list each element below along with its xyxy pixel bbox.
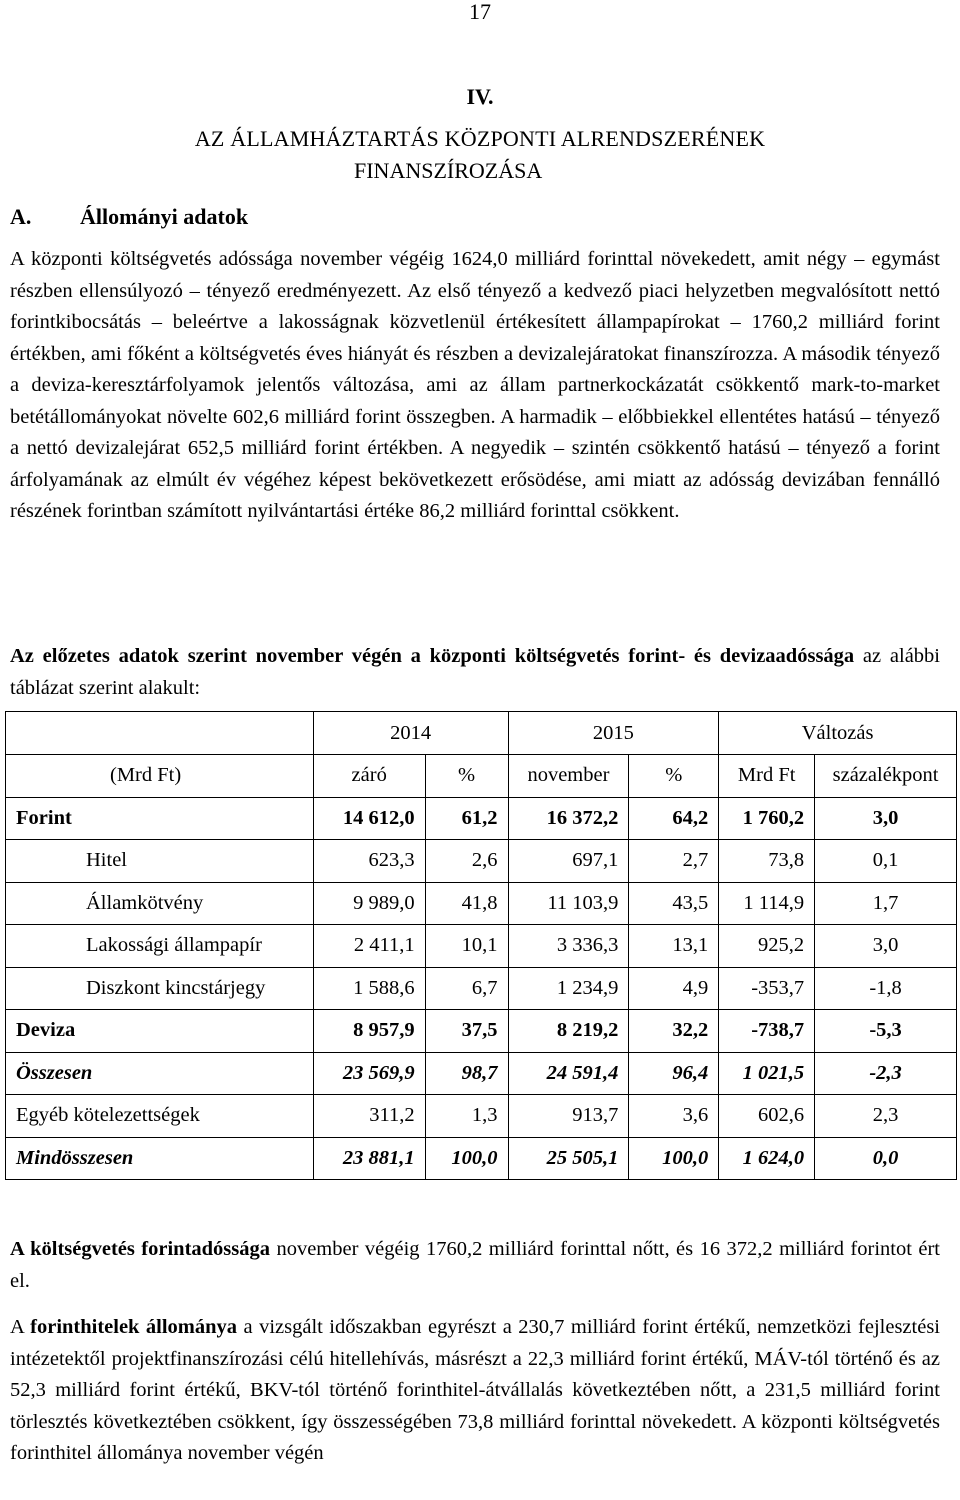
col-header-mrd-ft: Mrd Ft — [719, 755, 815, 798]
cell-value: 697,1 — [508, 840, 629, 883]
cell-value: 1 588,6 — [313, 967, 425, 1010]
table-row — [6, 1052, 957, 1095]
section-letter: A. — [10, 204, 32, 229]
cell-value: 2,6 — [425, 840, 508, 883]
table-body — [6, 797, 957, 1180]
cell-value: 25 505,1 — [508, 1137, 629, 1180]
paragraph-1: A központi költségvetés adóssága november végéig 1624,0 milliárd forinttal növekedett, amit négy – egymást részben ellensúlyozó – tényező eredményezett. Az első tényező a kedvező piaci helyzetben megvalósított nettó forintkibocsátás – beleértve a lakosságnak közvetlenül értékesített állampapírokat – 1760,2 milliárd forint értékben, ami főként a költségvetés éves hiányát és részben a devizalejáratokat finanszírozza. A második tényező a deviza-keresztárfolyamok jelentős változása, ami az állam partnerkockázatát csökkentő mark-to-market betétállományokat növelte 602,6 milliárd forint összegben. A harmadik – előbbiekkel ellentétes hatású – tényező a nettó devizalejárat 652,5 milliárd forint értékben. A negyedik – szintén csökkentő hatású – tényező a forint árfolyamának az elmúlt év végéhez képest bekövetkezett erősödése, ami miatt az adósság devizában fennálló részének forintban számított nyilvántartási értéke 86,2 milliárd forinttal csökkent. — [10, 248, 940, 522]
cell-value: -5,3 — [815, 1010, 957, 1053]
col-header-pct-2015: % — [629, 755, 719, 798]
cell-value: 41,8 — [425, 882, 508, 925]
cell-value: 3,0 — [815, 797, 957, 840]
debt-table — [5, 711, 957, 1180]
table-row — [6, 882, 957, 925]
chapter-title-line2: FINANSZÍROZÁSA — [354, 158, 543, 183]
cell-value: 2,7 — [629, 840, 719, 883]
cell-value: 16 372,2 — [508, 797, 629, 840]
cell-value: 3,6 — [629, 1095, 719, 1138]
cell-value: -738,7 — [719, 1010, 815, 1053]
col-header-november: november — [508, 755, 629, 798]
row-label: Forint — [6, 797, 314, 840]
cell-value: 602,6 — [719, 1095, 815, 1138]
cell-value: 4,9 — [629, 967, 719, 1010]
section-title: Állományi adatok — [80, 204, 249, 229]
cell-value: 61,2 — [425, 797, 508, 840]
paragraph-2-rest: az alábbi táblázat szerint alakult: — [10, 645, 940, 699]
paragraph-2 — [10, 641, 940, 704]
row-label: Összesen — [6, 1052, 314, 1095]
cell-value: -1,8 — [815, 967, 957, 1010]
cell-value: 64,2 — [629, 797, 719, 840]
year-2014-header: 2014 — [313, 712, 508, 755]
change-header: Változás — [719, 712, 957, 755]
table-column-header-row — [6, 755, 957, 798]
cell-value: 3,0 — [815, 925, 957, 968]
cell-value: 10,1 — [425, 925, 508, 968]
cell-value: 96,4 — [629, 1052, 719, 1095]
paragraph-4 — [10, 1312, 940, 1470]
row-label: Államkötvény — [6, 882, 314, 925]
table-row — [6, 797, 957, 840]
row-label: Lakossági állampapír — [6, 925, 314, 968]
row-label: Deviza — [6, 1010, 314, 1053]
cell-value: 0,0 — [815, 1137, 957, 1180]
col-header-pct-2014: % — [425, 755, 508, 798]
cell-value: 6,7 — [425, 967, 508, 1010]
table-row — [6, 1010, 957, 1053]
paragraph-3-rest: november végéig 1760,2 milliárd forinttal nőtt, és 16 372,2 milliárd forintot ért el. — [10, 1238, 940, 1292]
cell-value: 1 760,2 — [719, 797, 815, 840]
col-header-zaro: záró — [313, 755, 425, 798]
row-label: Mindösszesen — [6, 1137, 314, 1180]
row-label: Diszkont kincstárjegy — [6, 967, 314, 1010]
unit-label: (Mrd Ft) — [6, 755, 314, 798]
row-label: Hitel — [6, 840, 314, 883]
paragraph-2-bold: Az előzetes adatok szerint november végén a központi költségvetés forint- és devizaadóssága — [10, 645, 855, 667]
year-2015-header: 2015 — [508, 712, 719, 755]
cell-value: 73,8 — [719, 840, 815, 883]
paragraph-3 — [10, 1234, 940, 1297]
cell-value: 1 021,5 — [719, 1052, 815, 1095]
cell-value: 925,2 — [719, 925, 815, 968]
chapter-number-text: IV. — [466, 84, 494, 109]
cell-value: 8 957,9 — [313, 1010, 425, 1053]
cell-value: -2,3 — [815, 1052, 957, 1095]
paragraph-4-bold: forinthitelek állománya — [30, 1316, 238, 1338]
table-row — [6, 1137, 957, 1180]
cell-value: 100,0 — [425, 1137, 508, 1180]
cell-value: 23 569,9 — [313, 1052, 425, 1095]
col-header-szazalekpont: százalékpont — [815, 755, 957, 798]
row-label: Egyéb kötelezettségek — [6, 1095, 314, 1138]
page-number: 17 — [469, 0, 491, 24]
cell-value: 1,3 — [425, 1095, 508, 1138]
cell-value: 2 411,1 — [313, 925, 425, 968]
cell-value: 8 219,2 — [508, 1010, 629, 1053]
cell-value: 98,7 — [425, 1052, 508, 1095]
cell-value: 3 336,3 — [508, 925, 629, 968]
cell-value: 9 989,0 — [313, 882, 425, 925]
paragraph-4-rest: a vizsgált időszakban egyrészt a 230,7 milliárd forint értékű, nemzetközi fejlesztési intézetektől projektfinanszírozási célú hitellehívás, másrészt a 22,3 milliárd forint értékű, MÁV-tól történő és az 52,3 milliárd forint értékű, BKV-tól történő forinthitel-átvállalás következtében nőtt, a 231,5 milliárd forint törlesztés következtében csökkent, így összességében 73,8 milliárd forinttal növekedett. A központi költségvetés forinthitel állománya november végén — [10, 1316, 940, 1464]
cell-value: 0,1 — [815, 840, 957, 883]
cell-value: 1 624,0 — [719, 1137, 815, 1180]
cell-value: -353,7 — [719, 967, 815, 1010]
chapter-title-line1: AZ ÁLLAMHÁZTARTÁS KÖZPONTI ALRENDSZERÉNEK — [194, 126, 766, 151]
cell-value: 23 881,1 — [313, 1137, 425, 1180]
table-row — [6, 967, 957, 1010]
table-year-header-row — [6, 712, 957, 755]
cell-value: 623,3 — [313, 840, 425, 883]
cell-value: 913,7 — [508, 1095, 629, 1138]
cell-value: 11 103,9 — [508, 882, 629, 925]
paragraph-4-pre: A — [10, 1316, 31, 1338]
cell-value: 1 234,9 — [508, 967, 629, 1010]
cell-value: 100,0 — [629, 1137, 719, 1180]
cell-value: 37,5 — [425, 1010, 508, 1053]
table-corner-cell — [6, 712, 314, 755]
cell-value: 311,2 — [313, 1095, 425, 1138]
cell-value: 43,5 — [629, 882, 719, 925]
cell-value: 1 114,9 — [719, 882, 815, 925]
paragraph-3-bold: A költségvetés forintadóssága — [10, 1238, 271, 1260]
table-row — [6, 925, 957, 968]
cell-value: 14 612,0 — [313, 797, 425, 840]
section-heading — [10, 204, 248, 230]
cell-value: 1,7 — [815, 882, 957, 925]
chapter-number — [0, 84, 960, 110]
cell-value: 32,2 — [629, 1010, 719, 1053]
table-row — [6, 840, 957, 883]
table-row — [6, 1095, 957, 1138]
cell-value: 24 591,4 — [508, 1052, 629, 1095]
cell-value: 2,3 — [815, 1095, 957, 1138]
cell-value: 13,1 — [629, 925, 719, 968]
